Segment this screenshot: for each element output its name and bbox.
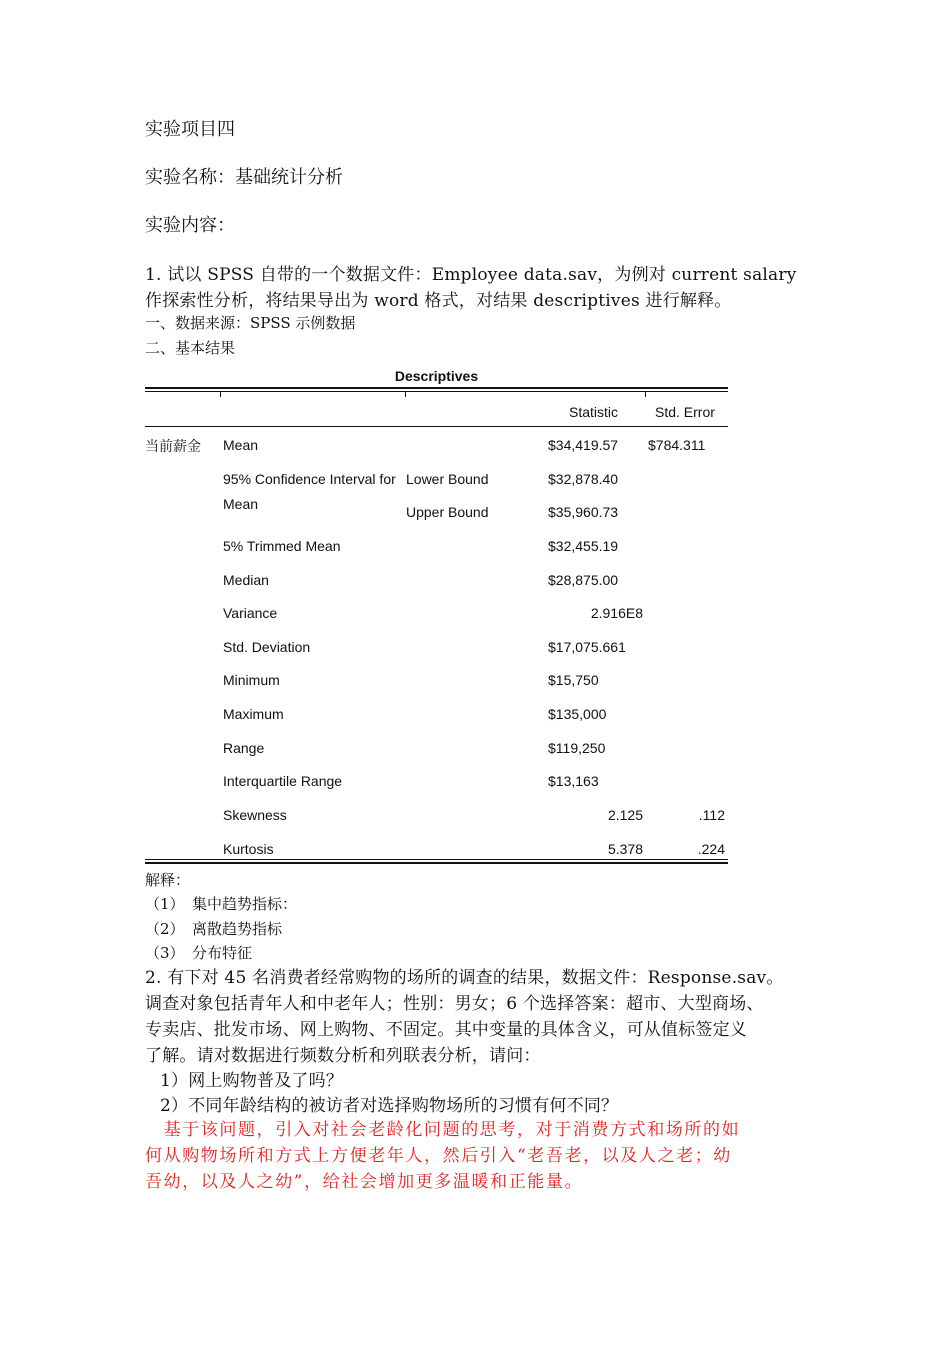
header-rule (145, 426, 728, 427)
table-row-stat: $17,075.661 (548, 639, 626, 655)
task1-line1: 1. 试以 SPSS 自带的一个数据文件：Employee data.sav，为例对 current salary (145, 265, 797, 285)
table-row-label: Variance (223, 605, 278, 621)
table-row-label: Interquartile Range (223, 773, 343, 789)
table-row-stat: $119,250 (548, 740, 606, 756)
table-row-stat: $32,455.19 (548, 538, 619, 554)
table-row-label: Std. Deviation (223, 639, 311, 655)
table-row-stat: $13,163 (548, 773, 599, 789)
table-row-stat: 5.378 (607, 841, 643, 857)
table-row-label: 95% Confidence Interval for (223, 471, 396, 487)
table-row-label: Median (223, 572, 269, 588)
explain-item: （2） 离散趋势指标 (145, 920, 283, 938)
table-row-sublabel: Lower Bound (406, 471, 489, 487)
table-row-stat: $35,960.73 (548, 504, 619, 520)
table-bottom-rule-thick (145, 862, 728, 864)
descriptives-table (145, 368, 728, 864)
task2-line: 2. 有下对 45 名消费者经常购物的场所的调查的结果，数据文件：Response.sav。 (145, 968, 784, 988)
table-row-err: $784.311 (648, 437, 706, 453)
task2-question-1: 1）网上购物普及了吗？ (160, 1071, 344, 1091)
note-line: 基于该问题，引入对社会老龄化问题的思考，对于消费方式和场所的如 (145, 1120, 741, 1140)
experiment-content-label: 实验内容： (145, 215, 235, 236)
table-top-rule (145, 387, 728, 389)
table-row-label: Mean (223, 437, 259, 453)
table-bottom-rule (145, 859, 728, 860)
explain-item: （1） 集中趋势指标： (145, 895, 298, 913)
table-row-err: .224 (697, 841, 725, 857)
task1-line2: 作探索性分析，将结果导出为 word 格式，对结果 descriptives 进行解释。 (145, 291, 732, 311)
table-row-stat: $34,419.57 (548, 437, 619, 453)
table-row-stat: $32,878.40 (548, 471, 619, 487)
table-row-label: Maximum (223, 706, 284, 722)
table-top-rule-thin (145, 391, 728, 392)
table-row-stat: $135,000 (548, 706, 607, 722)
task2-line: 了解。请对数据进行频数分析和列联表分析，请问： (145, 1046, 541, 1066)
col-header-statistic: Statistic (569, 404, 619, 420)
group-label: 当前薪金 (145, 439, 201, 455)
table-title: Descriptives (394, 368, 479, 384)
table-row-label: Minimum (223, 672, 280, 688)
table-row-label: Mean (223, 496, 259, 512)
table-row-stat: $15,750 (548, 672, 599, 688)
note-line: 吾幼，以及人之幼”，给社会增加更多温暖和正能量。 (145, 1172, 584, 1192)
project-title: 实验项目四 (145, 119, 235, 140)
table-row-err: .112 (698, 807, 725, 823)
basic-results: 二、基本结果 (145, 339, 236, 357)
explain-title: 解释： (145, 871, 191, 889)
col-header-std-error: Std. Error (655, 404, 715, 420)
table-row-label: Skewness (223, 807, 287, 823)
task2-line: 调查对象包括青年人和中老年人；性别：男女；6 个选择答案：超市、大型商场、 (145, 994, 764, 1014)
table-row-label: Kurtosis (223, 841, 274, 857)
data-source: 一、数据来源：SPSS 示例数据 (145, 314, 356, 332)
experiment-name: 实验名称：基础统计分析 (145, 167, 343, 188)
note-line: 何从购物场所和方式上方便老年人，然后引入“老吾老，以及人之老；幼 (145, 1146, 732, 1166)
table-row-label: 5% Trimmed Mean (223, 538, 341, 554)
explain-item: （3） 分布特征 (145, 944, 253, 962)
table-row-stat: 2.916E8 (590, 605, 643, 621)
table-row-sublabel: Upper Bound (406, 504, 489, 520)
task2-question-2: 2）不同年龄结构的被访者对选择购物场所的习惯有何不同？ (160, 1096, 619, 1116)
table-row-stat: 2.125 (607, 807, 643, 823)
table-row-label: Range (223, 740, 265, 756)
table-row-stat: $28,875.00 (548, 572, 619, 588)
task2-line: 专卖店、批发市场、网上购物、不固定。其中变量的具体含义，可从值标签定义 (145, 1020, 747, 1040)
